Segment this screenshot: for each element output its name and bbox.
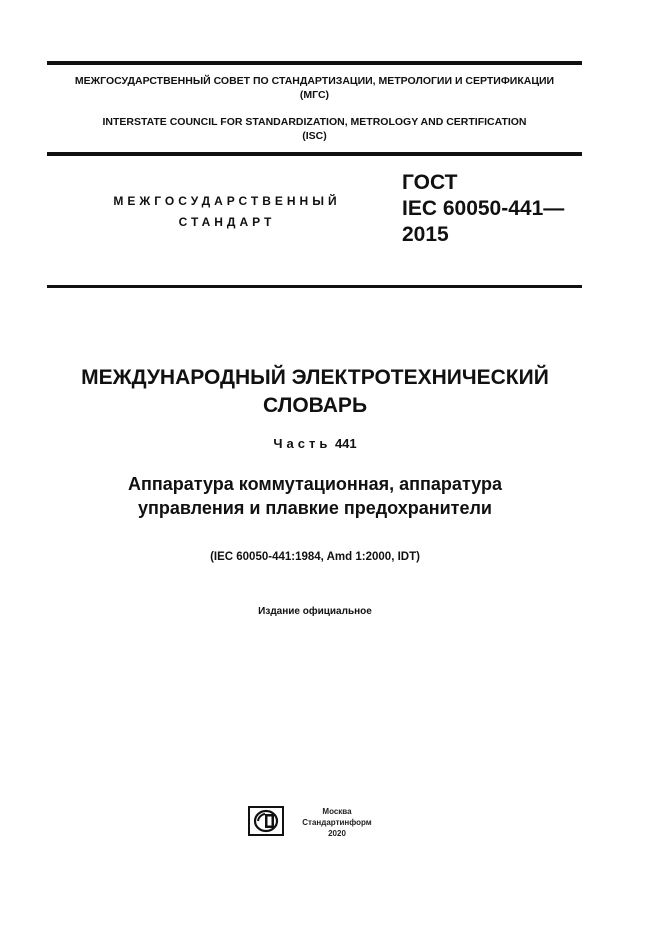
designation-line1: ГОСТ bbox=[402, 171, 458, 194]
publisher-year: 2020 bbox=[328, 829, 346, 838]
publisher-city: Москва bbox=[322, 807, 352, 816]
part-label bbox=[40, 436, 590, 451]
subtitle-line2: управления и плавкие предохранители bbox=[137, 498, 493, 518]
publisher-block bbox=[292, 806, 382, 839]
document-subtitle bbox=[40, 472, 590, 520]
council-abbr-ru: (МГС) bbox=[299, 89, 330, 101]
publisher-name: Стандартинформ bbox=[302, 818, 372, 827]
top-rule bbox=[47, 61, 582, 65]
council-name-en bbox=[47, 115, 582, 143]
council-name-ru bbox=[47, 74, 582, 102]
standard-type-label bbox=[92, 191, 362, 233]
title-line2: СЛОВАРЬ bbox=[262, 394, 368, 417]
subtitle-line1: Аппаратура коммутационная, аппаратура bbox=[128, 474, 502, 494]
designation-line2: IEC 60050-441— bbox=[402, 197, 565, 220]
iec-reference: (IEC 60050-441:1984, Amd 1:2000, IDT) bbox=[210, 551, 420, 563]
standartinform-logo-icon bbox=[248, 806, 284, 836]
standard-type-line2: СТАНДАРТ bbox=[178, 215, 276, 229]
standard-type-line1: МЕЖГОСУДАРСТВЕННЫЙ bbox=[113, 194, 341, 208]
document-title bbox=[40, 364, 590, 420]
council-name-ru-line: МЕЖГОСУДАРСТВЕННЫЙ СОВЕТ ПО СТАНДАРТИЗАЦИИ, МЕТРОЛОГИИ И СЕРТИФИКАЦИИ bbox=[74, 75, 555, 87]
title-line1: МЕЖДУНАРОДНЫЙ ЭЛЕКТРОТЕХНИЧЕСКИЙ bbox=[81, 366, 549, 389]
council-name-en-line: INTERSTATE COUNCIL FOR STANDARDIZATION, METROLOGY AND CERTIFICATION bbox=[102, 116, 527, 128]
part-word: Часть bbox=[273, 436, 332, 451]
header-rule bbox=[47, 152, 582, 156]
part-number: 441 bbox=[334, 436, 357, 451]
edition-note: Издание официальное bbox=[258, 606, 372, 617]
designation-rule bbox=[47, 285, 582, 288]
standard-designation bbox=[402, 170, 564, 248]
council-abbr-en: (ISC) bbox=[302, 130, 327, 142]
designation-line3: 2015 bbox=[402, 223, 449, 246]
